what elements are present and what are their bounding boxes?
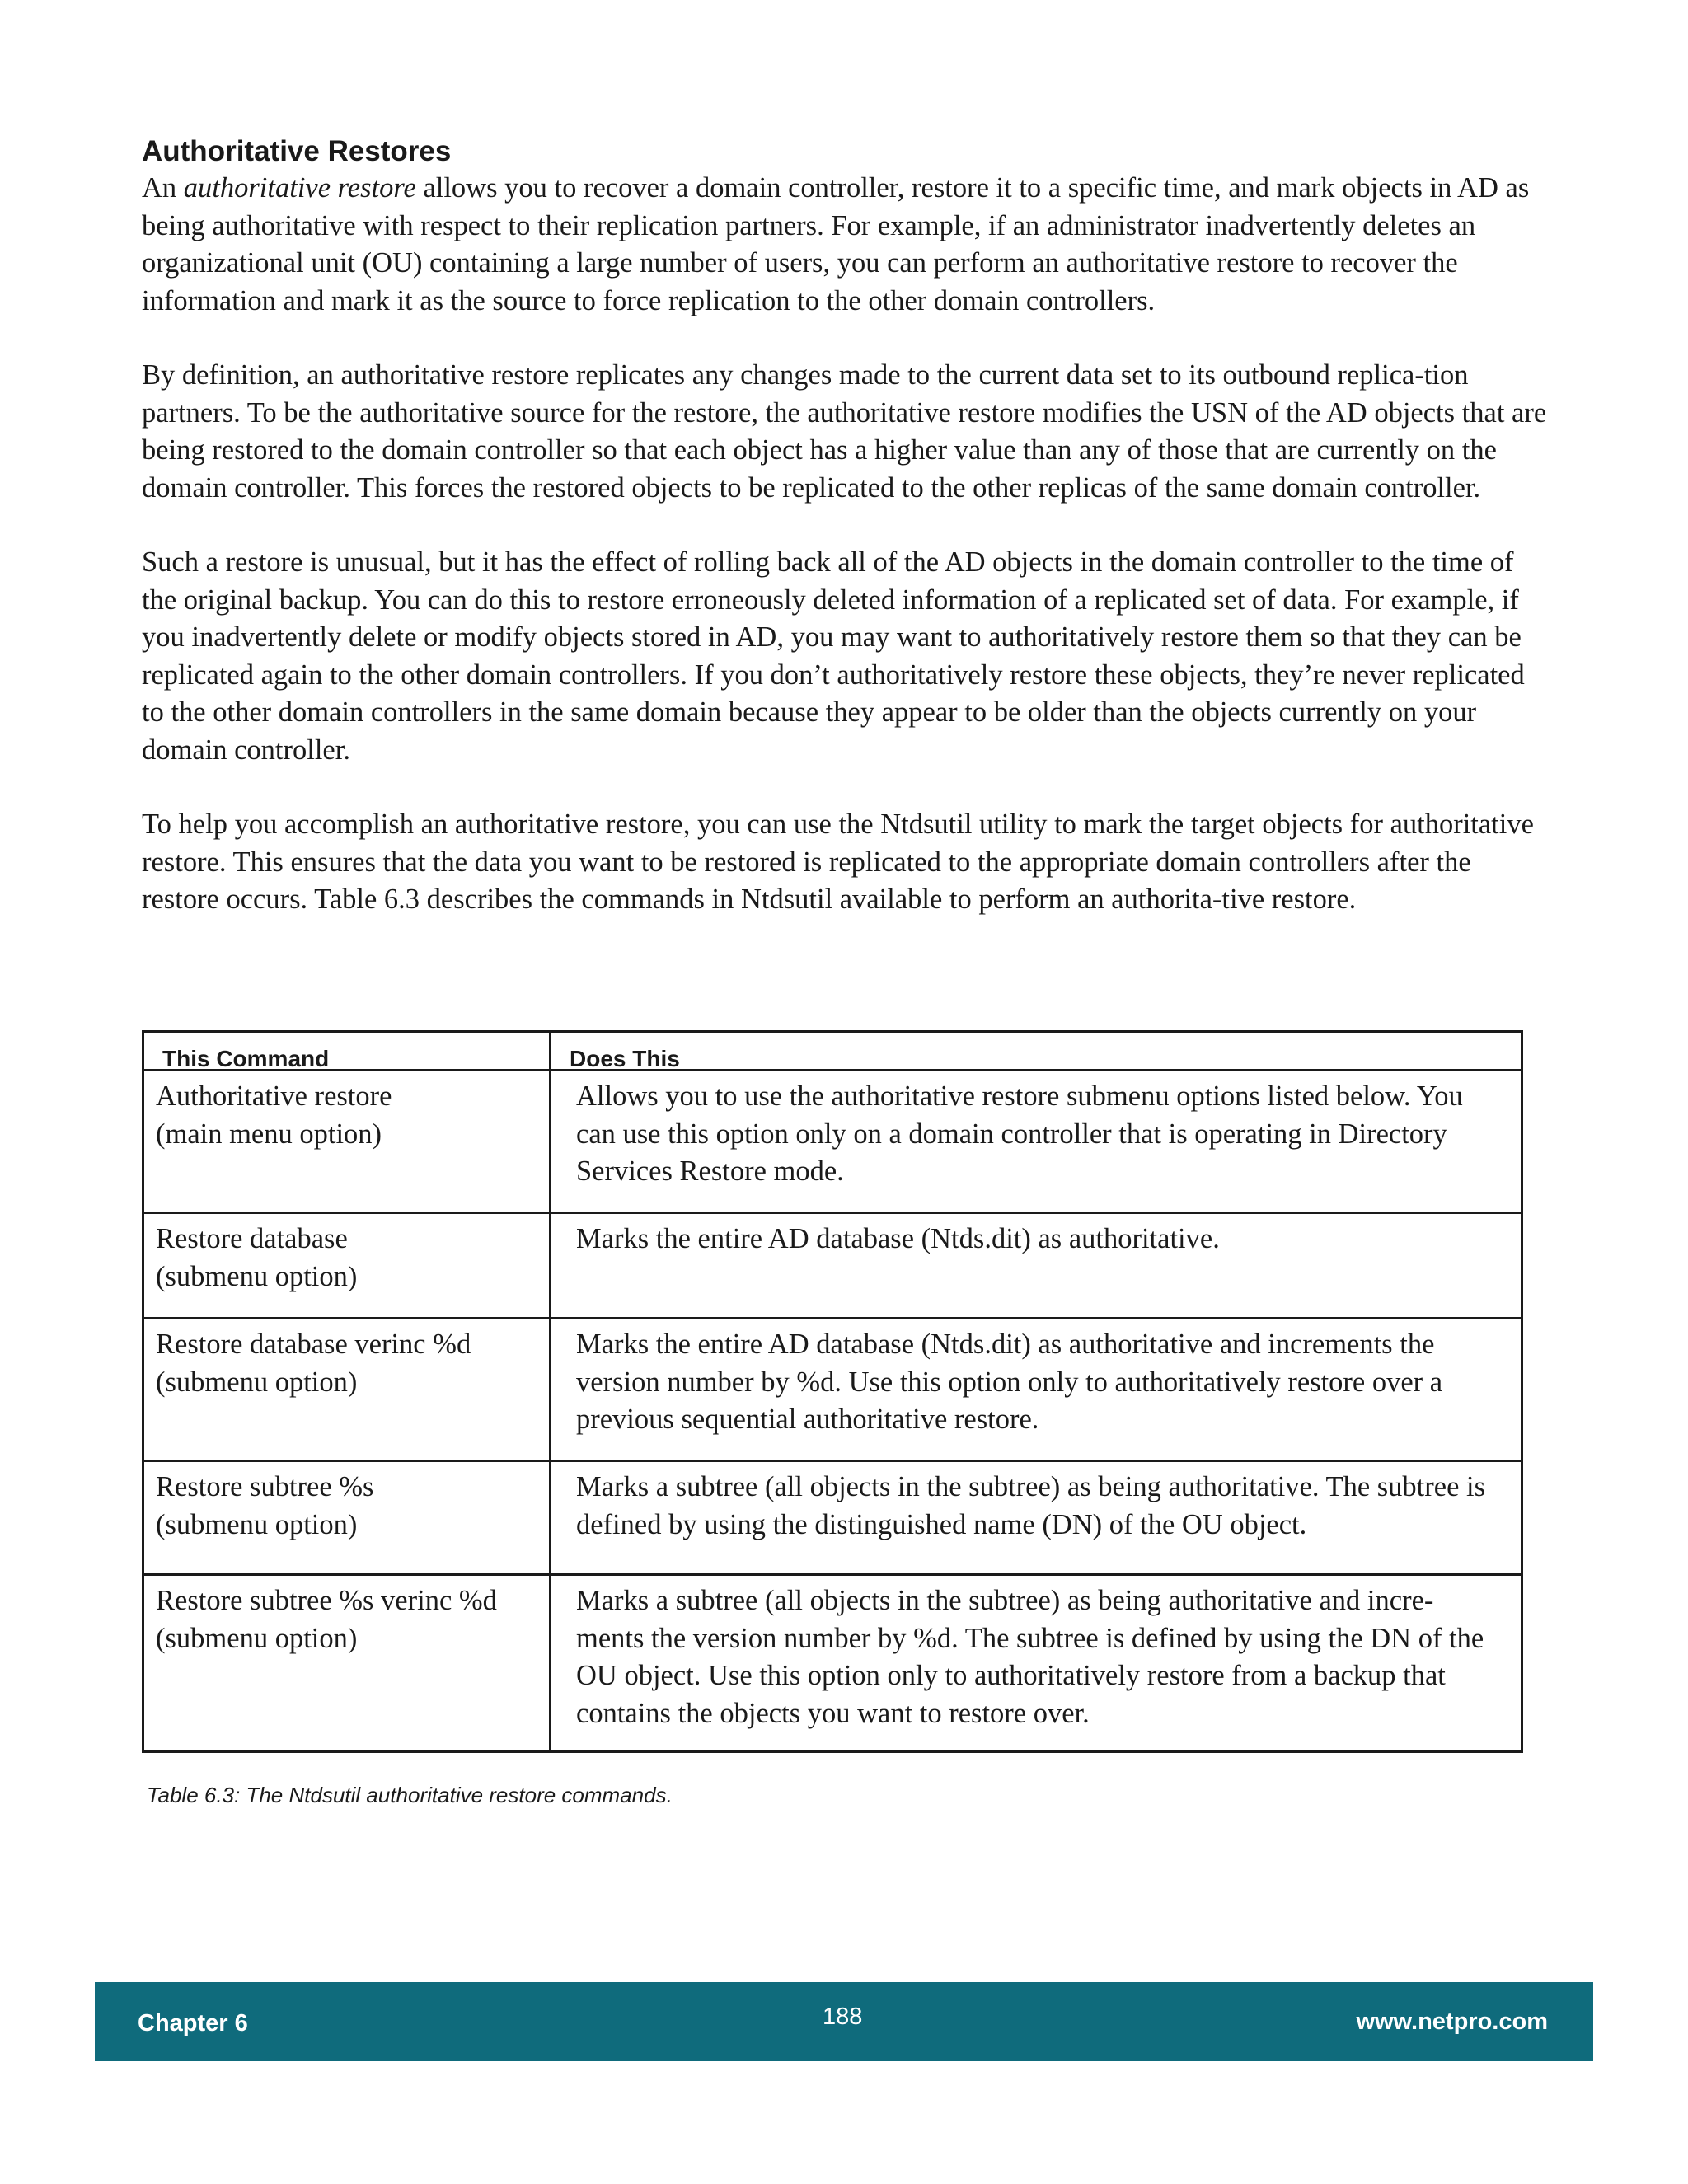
column-header-description: Does This <box>570 1046 680 1071</box>
paragraph-3: Such a restore is unusual, but it has the effect of rolling back all of the AD objects in the domain controller to the time of the original backup. You can do this to restore erroneously deleted information of a replicated set of data. For example, if you inadvertently delete or modify objects stored in AD, you may want to authoritatively restore them so that they can be replicated again to the other domain controllers. If you don’t authoritatively restore these objects, they’re never replicated to the other domain controllers in the same domain because they appear to be older than the objects currently on your domain controller. <box>142 546 1525 766</box>
footer-website: www.netpro.com <box>1356 2008 1548 2035</box>
ntdsutil-commands-table <box>142 1030 1523 1753</box>
paragraph-2: By definition, an authoritative restore replicates any changes made to the current data set to its outbound replica-tion partners. To be the authoritative source for the restore, the authoritative restore modifies the USN of the AD objects that are being restored to the domain controller so that each object has a higher value than any of those that are currently on the domain controller. This forces the restored objects to be replicated to the other replicas of the same domain controller. <box>142 359 1547 504</box>
command-cell <box>143 1071 551 1213</box>
column-header-command: This Command <box>143 1032 551 1071</box>
description-cell: Marks the entire AD database (Ntds.dit) as authoritative. <box>551 1213 1522 1319</box>
command-name: Restore database <box>156 1223 348 1254</box>
command-cell <box>143 1213 551 1319</box>
table-row <box>143 1461 1522 1575</box>
command-type: (submenu option) <box>156 1366 358 1398</box>
table-row <box>143 1319 1522 1461</box>
command-type: (main menu option) <box>156 1118 382 1150</box>
footer-chapter: Chapter 6 <box>138 2010 248 2036</box>
command-name: Restore subtree %s verinc %d <box>156 1585 497 1616</box>
paragraph-1 <box>142 170 1547 320</box>
command-cell <box>143 1461 551 1575</box>
command-name: Restore subtree %s <box>156 1471 374 1502</box>
page-footer <box>95 1982 1593 2061</box>
command-type: (submenu option) <box>156 1260 358 1292</box>
table-row <box>143 1213 1522 1319</box>
table-header-row <box>143 1032 1522 1071</box>
table-row <box>143 1575 1522 1752</box>
footer-page-number: 188 <box>823 2004 863 2030</box>
table-caption: Table 6.3: The Ntdsutil authoritative restore commands. <box>147 1783 673 1807</box>
paragraph-1-lead: An <box>142 172 184 204</box>
paragraph-4: To help you accomplish an authoritative restore, you can use the Ntdsutil utility to mark the target objects for authoritative restore. This ensures that the data you want to be restored is replicated to the appropriate domain controllers after the restore occurs. Table 6.3 describes the commands in Ntdsutil available to perform an authorita-tive restore. <box>142 808 1534 915</box>
command-cell <box>143 1575 551 1752</box>
command-name: Authoritative restore <box>156 1080 392 1112</box>
table-row <box>143 1071 1522 1213</box>
command-type: (submenu option) <box>156 1508 358 1540</box>
command-cell <box>143 1319 551 1461</box>
term-authoritative-restore: authoritative restore <box>183 172 416 204</box>
description-cell: Marks a subtree (all objects in the subtree) as being authoritative and incre-ments the version number by %d. The subtree is defined by using the DN of the OU object. Use this option only to authoritatively restore from a backup that contains the objects you want to restore over. <box>551 1575 1522 1752</box>
section-title: Authoritative Restores <box>142 135 452 167</box>
body-text <box>142 134 1547 956</box>
description-cell: Marks a subtree (all objects in the subtree) as being authoritative. The subtree is defined by using the distinguished name (DN) of the OU object. <box>551 1461 1522 1575</box>
paragraph-1-rest: allows you to recover a domain controller, restore it to a specific time, and mark objects in AD as being authoritative with respect to their replication partners. For example, if an administrator inadvertently deletes an organizational unit (OU) containing a large number of users, you can perform an authoritative restore to recover the information and mark it as the source to force replication to the other domain controllers. <box>142 172 1530 316</box>
description-cell: Allows you to use the authoritative restore submenu options listed below. You can use this option only on a domain controller that is operating in Directory Services Restore mode. <box>551 1071 1522 1213</box>
command-type: (submenu option) <box>156 1622 358 1654</box>
description-cell: Marks the entire AD database (Ntds.dit) as authoritative and increments the version number by %d. Use this option only to authoritatively restore over a previous sequential authoritative restore. <box>551 1319 1522 1461</box>
command-name: Restore database verinc %d <box>156 1329 471 1360</box>
